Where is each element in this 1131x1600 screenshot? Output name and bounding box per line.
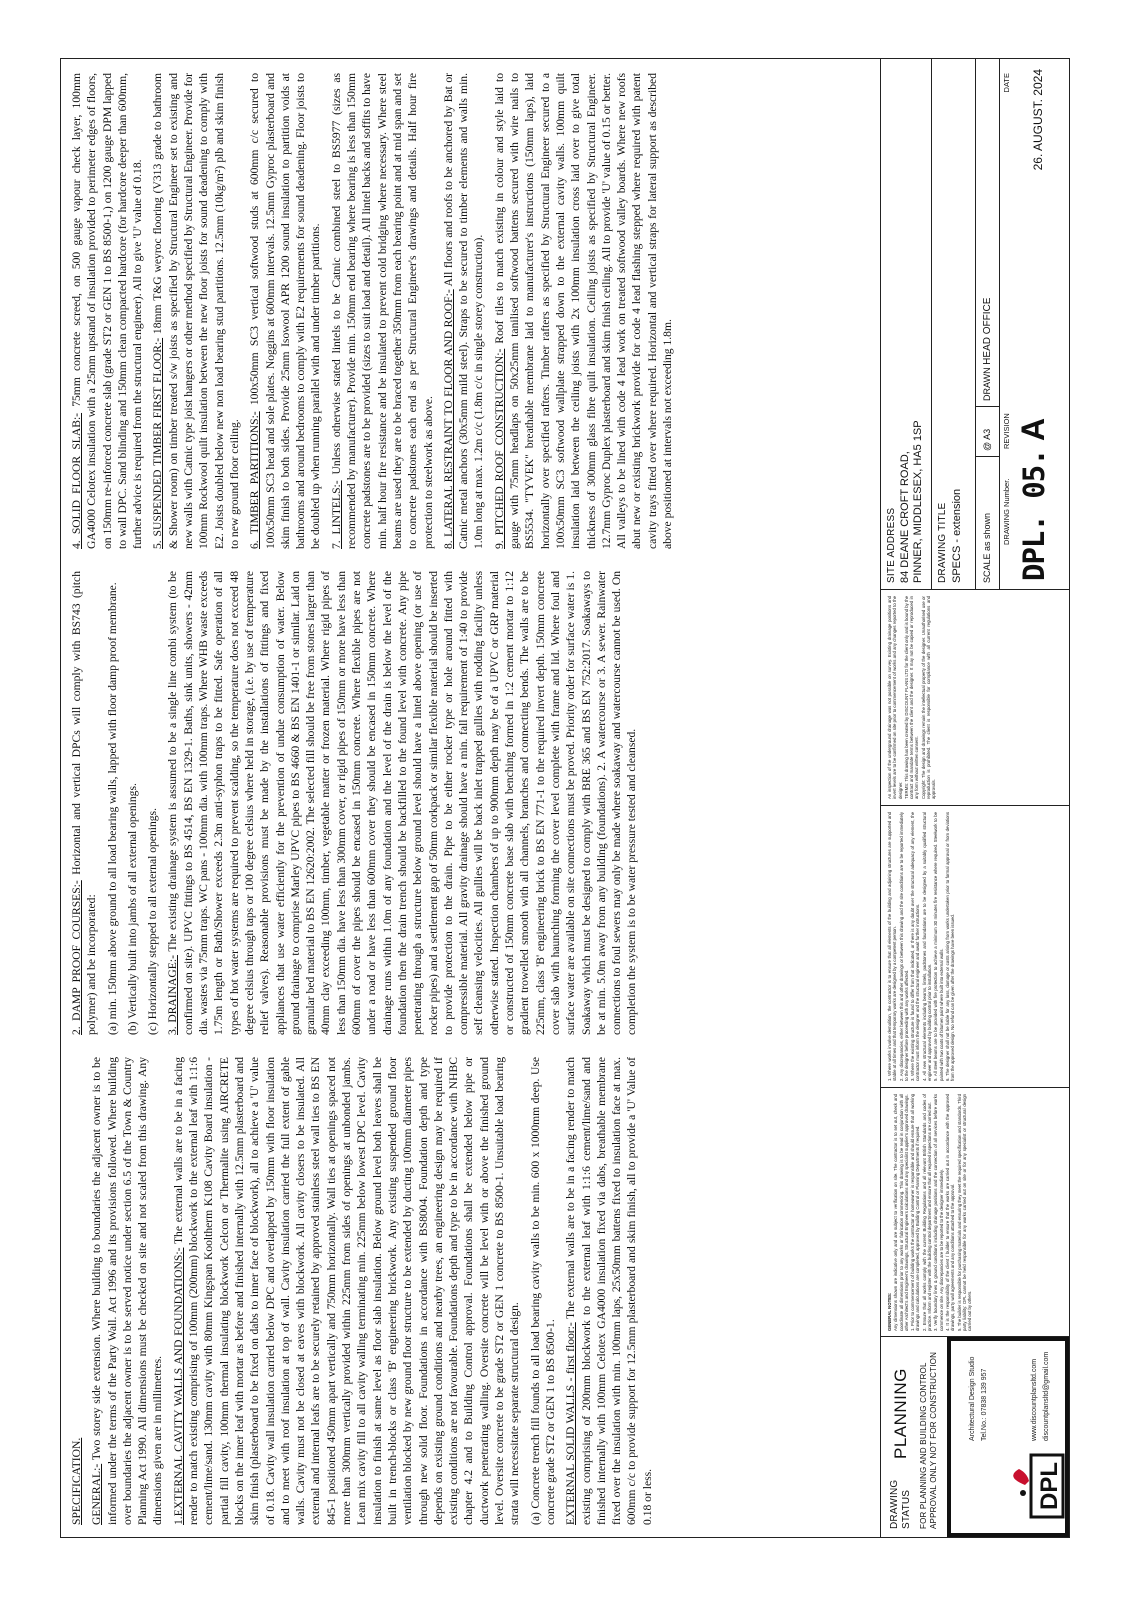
spec-heading: EXTERNAL SOLID WALLS - first floor:- (564, 1322, 578, 1525)
spec-heading: 3. DRAINAGE:- (166, 955, 180, 1035)
logo-studio: Architectural Design Studio (969, 1356, 976, 1441)
scale-row (975, 59, 1000, 589)
site-address-line1: 84 DEANE CROFT ROAD, (899, 451, 911, 583)
spec-paragraph (145, 571, 160, 1035)
spec-paragraph (563, 1057, 655, 1525)
drawn-label: DRAWN (982, 367, 992, 401)
general-note: Copyright: The design and drawings remain the intellectual property of the designer. Unauthorised use or reproduction is prohibited. The client is responsible for compliance with all current regulations and approvals. (920, 596, 937, 799)
drawing-number: DPL. 05. (1017, 449, 1051, 581)
site-address-label: SITE ADDRESS (886, 507, 897, 583)
spec-paragraph (150, 73, 242, 549)
revision-value: A (1015, 417, 1051, 441)
general-note: 2. Ensure that all works comply with the current Building Regulations and all relevant British Standards and codes of practice. Inform and register with the building control department and ensure that all required inspections are carried out. (921, 1094, 933, 1331)
spec-text: (c) Horizontally stepped to all external openings. (146, 808, 160, 1035)
spec-heading: 4. SOLID FLOOR SLAB:- (70, 412, 83, 549)
general-note: 6. The designer shall not be liable for any loss, damage or costs arising from works undertaken prior to formal approval or from deviations from the approved design. No refund can be given after the drawings have been issued. (944, 812, 956, 1081)
spec-text: 18mm T&G weyroc flooring (V313 grade to bathroom & Shower room) on timber treated s/w joists as specified by Structural Engineer set to existing and new walls with Catnic type joist hangers or other method specified by Structural Engineer. Provide for 100mm Rockwool quilt insulation between the new floor joists for sound deadening to comply with E2. Joists doubled below new non load bearing stud partitions. 12.5mm (10kg/m²) plb and skim finish to new ground floor ceiling. (151, 73, 241, 549)
site-address-line2: PINNER, MIDDLESEX, HA5 1SP (912, 420, 924, 583)
drawing-status-block (881, 1336, 1069, 1537)
spec-text: (a) min. 150mm above ground to all load bearing walls, lapped with floor damp proof membrane. (105, 582, 119, 1035)
spec-column-2 (69, 571, 875, 1035)
drawing-info-block (881, 59, 1069, 589)
drawing-title-label: DRAWING TITLE (937, 502, 948, 583)
drawing-number-row (1013, 59, 1067, 589)
status-label-line1: DRAWING (889, 1479, 900, 1529)
drawing-number-labels (999, 59, 1013, 589)
spec-heading: 6. TIMBER PARTITIONS:- (248, 411, 262, 549)
spec-heading: 8. LATERAL RESTRAINT TO FLOOR AND ROOF:- (441, 289, 455, 549)
spec-column-3 (69, 73, 875, 549)
status-label-line2: STATUS (901, 1489, 912, 1529)
spec-text: The existing drainage system is assumed to be a single line combi system (to be confirmed on site). UPVC fittings to BS 4514, BS EN 1329-1. Baths, sink units, showers - 42mm dia. wastes via 75mm traps. WC pans - 100mm dia. with 100mm traps. Where WHB waste exceeds 1.75m length or Bath/Shower exceeds 2.3m anti-syphon traps to be fitted. Safe operation of all types of hot water systems are required to prevent scalding, so the temperature does not exceed 48 degree celsius through taps or 100 degree celsius where held in storage, (i.e. by use of temperature relief valves). Reasonable provisions must be made by the installations of fittings and fixed appliances that use water efficiently for the prevention of undue consumption of water. Below ground drainage to comprise Marley UPVC pipes to BS 4660 & BS EN 1401-1 or similar. Laid on granular bed material to BS EN 12620:2002. The selected fill should be free from stones larger than 40mm clay exceeding 100mm, timber, vegetable matter or frozen material. Where rigid pipes of less than 150mm dia. have less than 300mm cover, or rigid pipes of 150mm or more have less than 600mm of cover the pipes should be encased in 150mm concrete. Where flexible pipes are not under a road or have less than 600mm cover they should be encased in 150mm concrete. Where drainage runs within 1.0m of any foundation and the level of the drain is below the level of the foundation then the drain trench should be backfilled to the found level with concrete. Any pipe penetrating through a structure below ground level should have a lintel above opening (or use of rocker pipes) and a settlement gap of 50mm corkpack or similar flexible material should be inserted to provide protection to the drain. Pipe to be either rocker type or hole around fitted with compressible material. All gravity drainage should have a min. fall requirement of 1:40 to provide self cleansing velocities. All gullies will be back inlet trapped gullies with rodding facility unless otherwise stated. Inspection chambers of up to 900mm depth may be of a UPVC or GRP material or constructed of 150mm concrete base slab with benching formed in 1:2 cement mortar to 1:12 gradient trowelled smooth with all channels, branches and connecting bends. The walls are to be 225mm, class 'B' engineering brick to BS EN 771-1 to the required invert depth. 150mm concrete cover slab with haunching forming the cover level complete with frame and lid. Where foul and surface water are available on site connections must be proved. Priority order for surface water is 1. Soakaway which must be designed to comply with BRE 365 and BS EN 752:2017. Soakaways to be at min. 5.0m away from any building (foundations). 2. A watercourse or 3. A sewer. Rainwater connections to foul sewers may only be made where soakaway and watercourse cannot be used. On completion the system is to be water pressure tested and cleansed. (166, 571, 639, 1035)
spec-paragraph (528, 1057, 559, 1525)
spec-text: Two storey side extension. Where building to boundaries the adjacent owner is to be informed under the terms of the Party Wall. Act 1996 and its provisions followed. Where building over boundaries the adjacent owner is to be served notice under section 6.5 of the Town & Country Planning Act 1990. All dimensions must be checked on site and not scaled from this drawing. Any dimensions given are in millimetres. (90, 1057, 165, 1525)
dpl-logo-icon (1001, 1451, 1071, 1521)
spec-paragraph (441, 73, 487, 549)
spec-column-1 (69, 1057, 875, 1525)
logo-mark-text: DPL (1036, 1462, 1063, 1510)
spec-paragraph (247, 73, 323, 549)
company-logo-block (947, 1337, 1069, 1537)
spec-paragraph (492, 73, 676, 549)
general-notes-title: GENERAL NOTES: (887, 1292, 892, 1331)
status-note-line1: FOR PLANNING AND BUILDING CONTROL (919, 1362, 928, 1529)
drawn-value: HEAD OFFICE (982, 297, 993, 365)
spec-paragraph (69, 1057, 84, 1525)
spec-text: 75mm concrete screed, on 500 gauge vapour check layer, 100mm GA4000 Celotex insulation with a 25mm upstand of insulation provided to perimeter edges of floors, on 150mm re-inforced concrete slab (grade ST2 or GEN 1 to BS 8500-1,) on 1200 gauge DPM lapped to wall DPC. Sand blinding and 150mm clean compacted hardcore (for hardcore deeper than 600mm, further advice is required from the structural engineer). All to give 'U' value of 0.18. (70, 73, 145, 549)
spec-paragraph (89, 1057, 165, 1525)
spec-heading: SPECIFICATION. (70, 1437, 83, 1525)
general-note: Any dimensions shown are indicative only and are subject to verification on site. The contractor is to set out, check and coordinate all dimensions prior to any works or fabrication commencing. This drawing is to be read in conjunction with all other Architect's and Engineer's drawings, Structural Engineers calculations and any specialist supplier's approved drawings. (893, 1094, 909, 1331)
general-note: 1. Where works involve demolition, the contractor is to ensure that all elements of the building and adjoining structures are supported and stable at all times and that temporary works are designed by a competent person. (887, 812, 898, 1081)
general-note: TERMS: This drawing has been created by DISCOUNT PLANS LTD for the client only and is bound by the contract and mandate terms between the client and the designer. It may not be copied or reproduced in any form without written consent. (903, 596, 920, 799)
status-note-line2: APPROVAL ONLY NOT FOR CONSTRUCTION (929, 1351, 938, 1529)
logo-website: www.discountplansltd.com (1031, 1358, 1038, 1441)
status-value: PLANNING (891, 1368, 910, 1459)
spec-text: All floors and roofs to be anchored by Bat or Catnic metal anchors (30x5mm mild steel). Straps to be secured to timber elements and walls min. 1.0m long at max. 1.2m c/c (1.8m c/c in single storey construction). (441, 73, 486, 549)
spec-paragraph (171, 1057, 523, 1525)
scale-value: as shown (982, 512, 992, 551)
spec-text: The external walls are to be in a facing render to match existing comprising of 200mm blockwork to the external leaf with 1:1:6 cement/lime/sand and finished internally with 100mm Celotex GA4000 insulation fixed via dabs, breathable membrane fixed over the insulation with min. 100mm laps, 25x50mm battens fixed to insulation face at max. 600mm c/c to provide support for 12.5mm plasterboard and skim finish, all to provide a 'U' Value of 0.18 or less. (564, 1057, 654, 1525)
drawing-number-label: DRAWING Number. (1002, 478, 1011, 545)
spec-heading: GENERAL:- (90, 1463, 104, 1525)
drawing-title-row (931, 59, 976, 589)
spec-text: Horizontal and vertical DPCs will comply with BS743 (pitch polymer) and be incorporated: (70, 571, 99, 1035)
title-block-strip (880, 59, 1069, 1537)
spec-heading: 2. DAMP PROOF COURSES:- (70, 880, 83, 1035)
spec-text: (b) Vertically built into jambs of all external openings. (125, 783, 139, 1035)
spec-text: 100x50mm SC3 vertical softwood studs at 600mm c/c secured to 100x50mm SC3 head and sole plates. Noggins at 600mm intervals. 12.5mm Gyproc plasterboard and skim finish to both sides. Provide 25mm Isowool APR 1200 sound insulation to partition voids at bathrooms and around bedrooms to comply with E2 requirements for sound deadening. Floor joists to be doubled up when running parallel with and under timber partitions. (248, 73, 323, 549)
spec-heading: 9. PITCHED ROOF CONSTRUCTION:- (492, 348, 506, 549)
scale-label: SCALE (982, 553, 992, 583)
logo-email: discountplansltd@gmail.com (1043, 1351, 1050, 1441)
general-note: 5. The builder is responsible for purchasing materials and ensuring they meet the required specification and standards. Third party liability: DPL cannot be held responsible for any works carried out on site or for any specialist or structural design carried out by others. (956, 1094, 973, 1331)
drawing-title-value: SPECS - extension (951, 488, 963, 583)
logo-tel: Tel.No.: 07838 139 957 (981, 1368, 988, 1441)
general-notes-column-a (881, 1087, 1069, 1337)
general-notes-column-b (881, 805, 1069, 1087)
spec-paragraph (69, 571, 100, 1035)
general-note: 3. Verify boundary lines & ground conditions including drainage positions and the connection of all services before works commence on site. Any discrepancies are to be reported to the designer immediately. (933, 1094, 944, 1331)
drawing-frame (60, 58, 1070, 1538)
general-note: An inspection of the underground drainage was not possible on survey. Existing drainage positions and invert levels are to be confirmed on site prior to commencement of works and any changes reported to the designer. (887, 596, 903, 799)
spec-text: Unless otherwise stated lintels to be Catnic combined steel to BS5977 (sizes as recommended by manufacturer). Provide min. 150mm end bearing where bearing is less than 150mm concrete padstones are to be provided (sizes to suit load and detail). All lintel backs and soffits to have min. half hour fire resistance and be insulated to prevent cold bridging where necessary. Where steel beams are used they are to be braced together 350mm from each bearing point and at mid span and set to concrete padstones each end as per Structural Engineer's drawings and details. Half hour fire protection to steelwork as above. (329, 73, 435, 549)
general-notes-column-c (881, 589, 1069, 805)
spec-text: Roof tiles to match existing in colour and style laid to gauge with 75mm headlaps on 50x25mm tanilised softwood battens secured with wire nails to BS5534. "TYVEK" breathable membrane laid to manufacturer's instructions (150mm laps), laid horizontally over specified rafters. Timber rafters as specified by Structural Engineer secured to a 100x50mm SC3 softwood wallplate strapped down to the external cavity walls. 100mm quilt insulation laid between the ceiling joists with 2x 100mm insulation cross laid over to give total thickness of 300mm glass fibre quilt insulation. Ceiling joists as specified by Structural Engineer. 12.7mm Gyproc Duplex plasterboard and skim finish ceiling. All to provide 'U' value of 0.15 or better. All valleys to be lined with code 4 lead work on treated softwood valley boards. Where new roofs abut new or existing brickwork provide for code 4 lead flashing stepped where required with patent cavity trays fitted over where required. Horizontal and vertical straps for lateral support as described above positioned at intervals not exceeding 1.8m. (492, 73, 674, 549)
general-note: 2. Any discrepancies, either between this and other drawings or between this drawing and the site conditions are to be reported immediately to the designer before proceeding with any works affected. (898, 812, 909, 1081)
spec-text: The external walls are to be in a facing render to match existing comprising of 100mm (200mm) blockwork to the external leaf with 1:1:6 cement/lime/sand. 130mm cavity with 80mm Kingspan Kooltherm K108 Cavity Board insulation - partial fill cavity, 100mm thermal insulating blockwork Celcon or Thermalite using AIRCRETE blocks on the inner leaf with mortar as before and finished internally with 12.5mm plasterboard and skim finish (plasterboard to be fixed on dabs to inner face of blockwork), all to achieve a 'U' value of 0.18. Cavity wall insulation carried below DPC and overlapped by 150mm with floor insulation and to meet with roof insulation at top of wall. Cavity insulation carried the full extent of gable walls. Cavity must not be closed at eaves with blockwork. All cavity closers to be insulated. All external and internal leafs are to be securely retained by approved stainless steel wall ties to BS EN 845-1 positioned 450mm apart vertically and 750mm horizontally. Wall ties at openings spaced not more than 300mm vertically provided within 225mm from sides of openings at unbonded jambs. Lean mix cavity fill to all cavity walling terminating min. 225mm below lowest DPC level. Cavity insulation to finish at same level as floor slab insulation. Below ground level both leaves shall be built in trench-blocks or class 'B' engineering brickwork. Any existing suspended ground floor ventilation blocked by new ground floor structure to be extended by ducting 100mm diameter pipes through new solid floor. Foundations in accordance with BS8004. Foundation depth and type depends on existing ground conditions and nearby trees, an engineering design may be required if existing conditions are not favourable. Foundations depth and type to be in accordance with NHBC chapter 4.2 and to Building Control approval. Foundations shall be extended below pipe or ductwork penetrating walling. Oversite concrete will be level with or above the finished ground level. Oversite concrete to be grade ST2 or GEN 1 concrete to BS 8500-1. Unsuitable load bearing strata will necessitate separate structural design. (171, 1057, 522, 1525)
spec-paragraph (69, 73, 145, 549)
status-header (881, 1337, 948, 1537)
spec-heading: 1.EXTERNAL CAVITY WALLS AND FOUNDATIONS:- (171, 1247, 185, 1525)
spec-text: (a) Concrete trench fill founds to all load bearing cavity walls to be min. 600 x 1000mm deep. Use concrete grade ST2 or GEN 1 to BS 8500-1. (528, 1057, 557, 1525)
general-note: 4. All new structural elements including beams, lintels, padstones and foundations are to be designed by a suitably qualified structural engineer and approved by building control prior to installation. (921, 812, 933, 1081)
specification-body (61, 59, 881, 1537)
general-note: 4. It is the responsibility of the client / builder to ensure that the works are carried out in accordance with the approved drawings, party wall agreements and any conditions attached to the approval. (944, 1094, 956, 1331)
spec-paragraph (165, 571, 639, 1035)
spec-heading: 5. SUSPENDED TIMBER FIRST FLOOR:- (151, 337, 165, 549)
date-label: DATE (1002, 73, 1011, 93)
general-note: 1. Prior to commencement of building works the contractor or homeowner is responsible and should ensure that all working drawings and calculations are completed, approved by Building Control or Planning Departments if required. (910, 1094, 921, 1331)
spec-paragraph (329, 73, 436, 549)
revision-label: REVISION (1002, 413, 1011, 449)
spec-paragraph (125, 571, 140, 1035)
date-value: 26. AUGUST. 2024 (1031, 69, 1045, 171)
spec-heading: 7. LINTELS:- (329, 480, 343, 549)
site-address-row (881, 59, 932, 589)
general-note: 3. Where the existing structure is found to differ from that indicated, or there is any doubt over the structural adequacy of any element, the contractor must inform the designer and the structural engineer and await further instructions. (910, 812, 921, 1081)
general-note: 5. All steel beams are to be provided with fire protection to achieve a minimum 30 minutes fire resistance where required. Steelwork to be painted with two coats of bitumen paint where built into external walls. (933, 812, 944, 1081)
spec-paragraph (105, 571, 120, 1035)
sheet-size: @ A3 (982, 428, 992, 451)
